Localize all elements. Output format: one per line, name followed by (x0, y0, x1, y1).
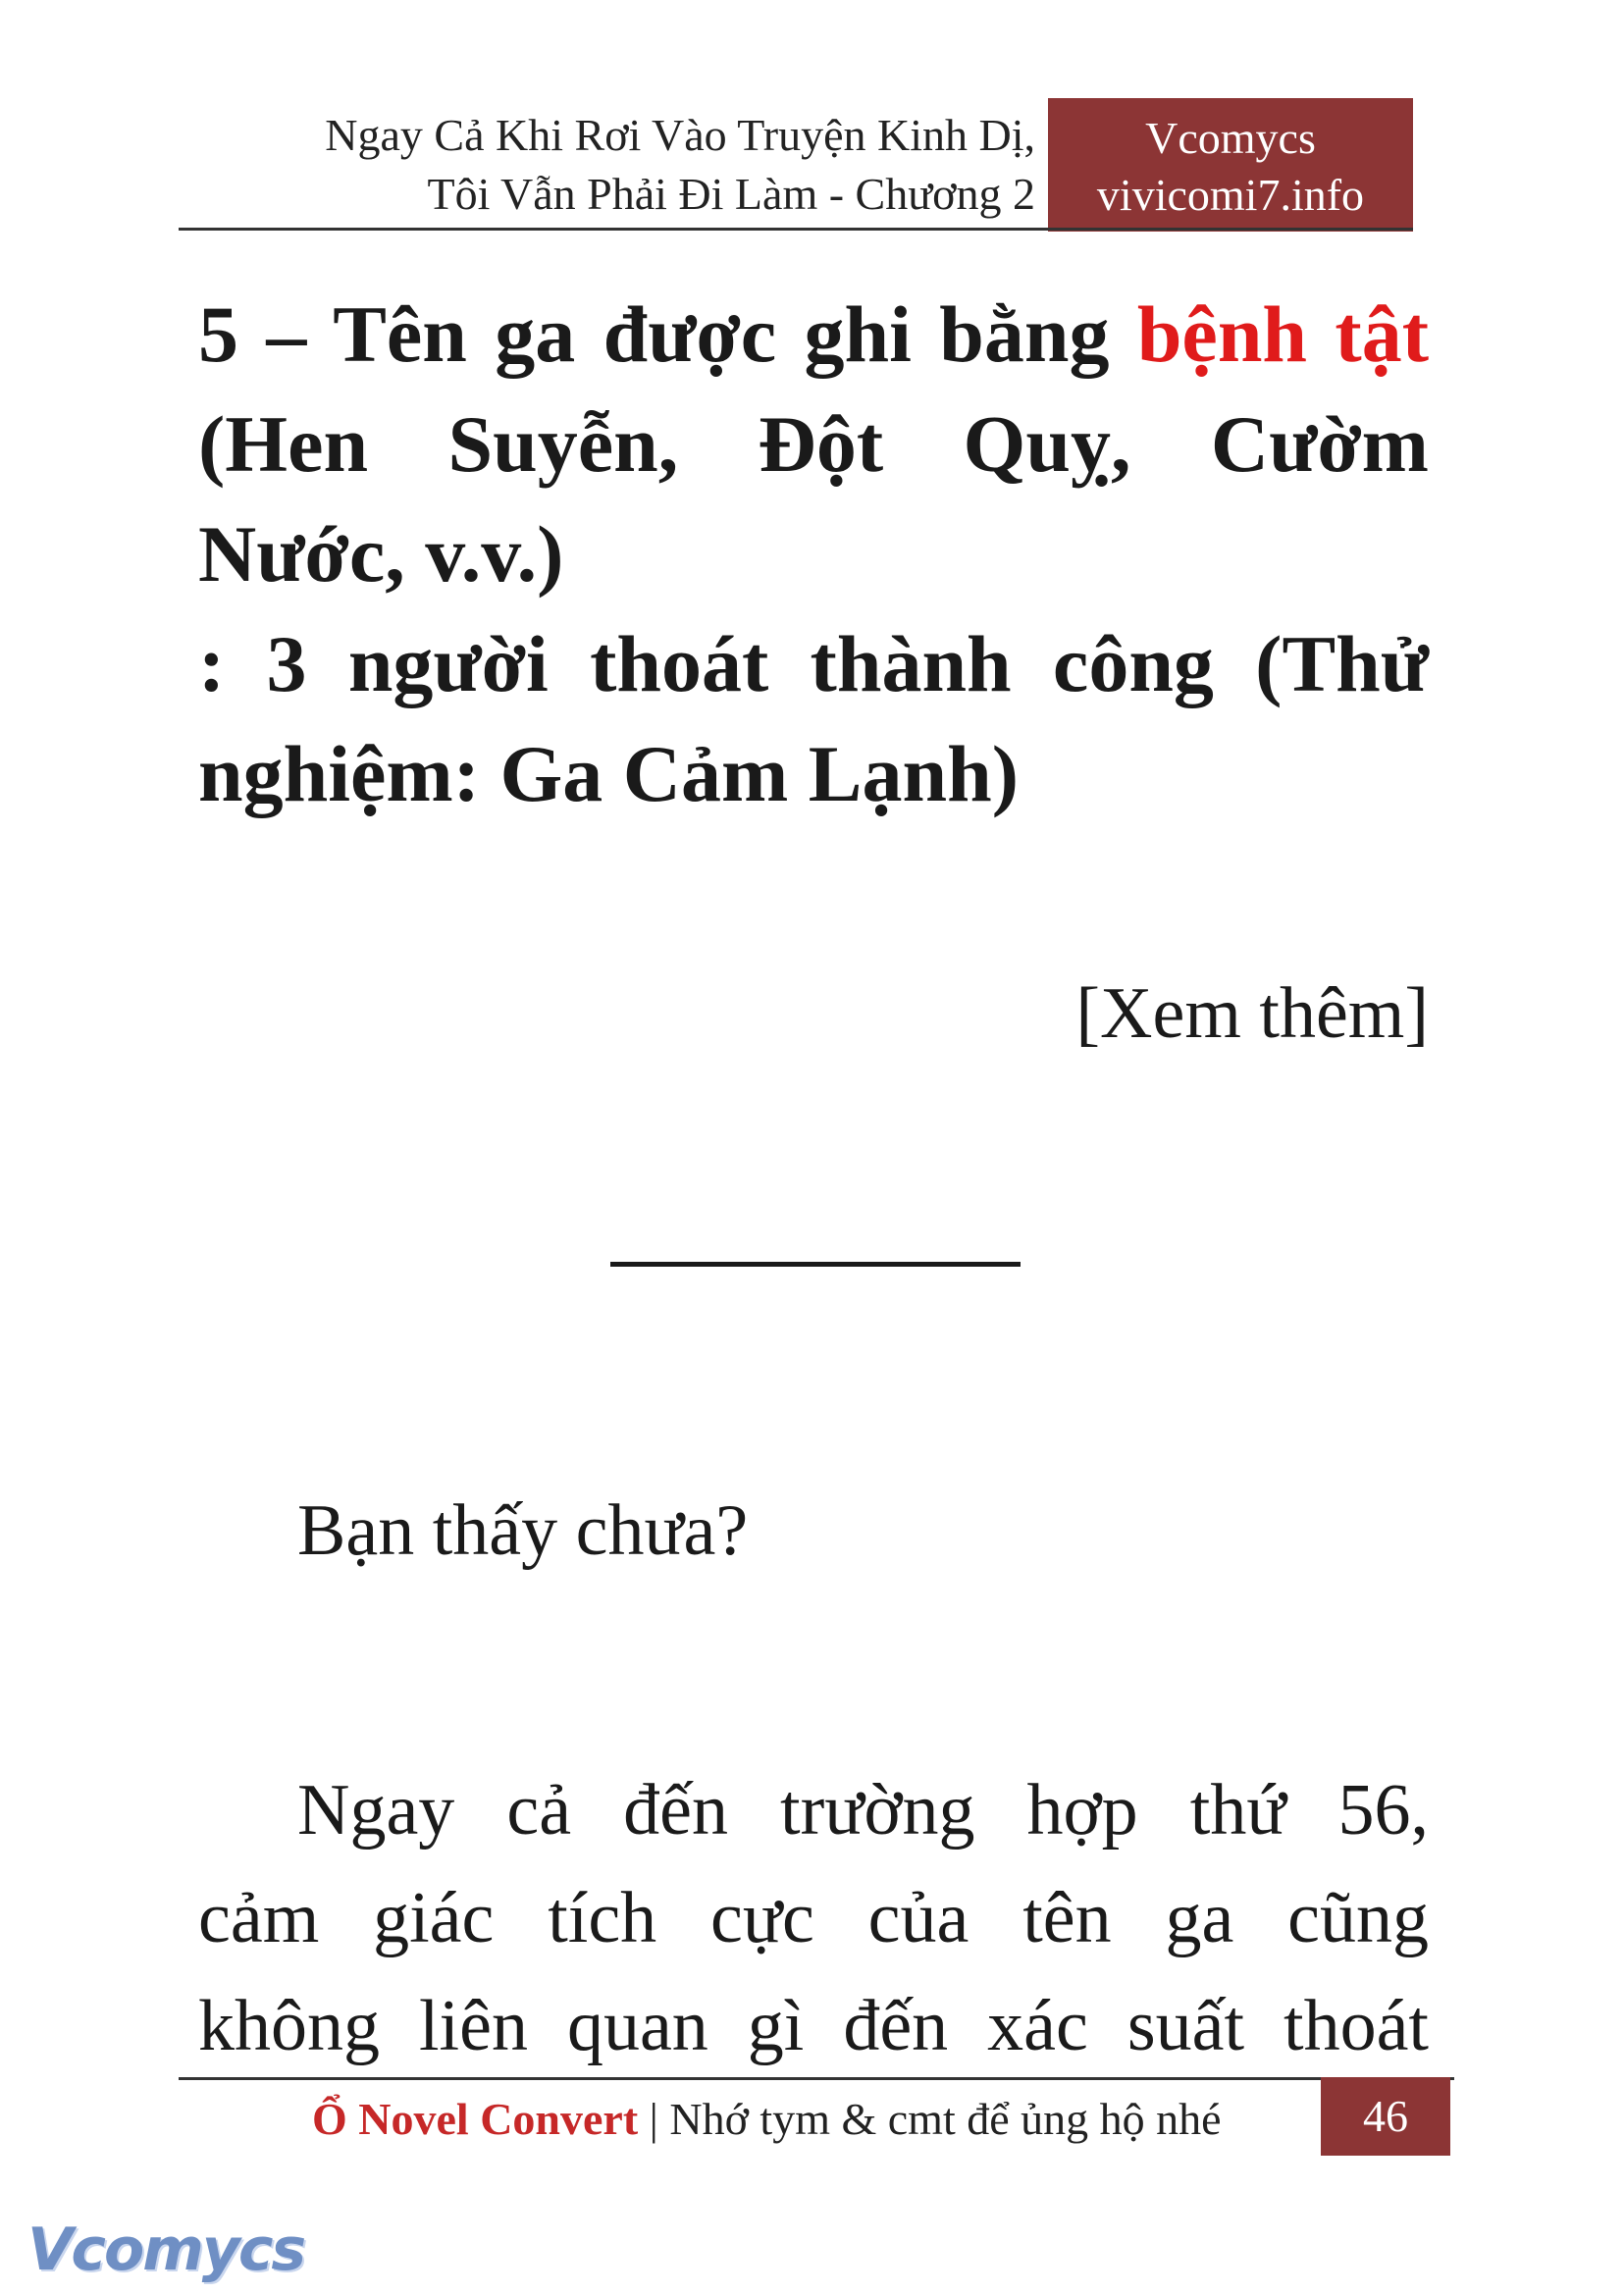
section-heading (198, 280, 1429, 829)
heading-highlight: bệnh tật (1136, 289, 1429, 379)
brand-website: vivicomi7.info (1096, 170, 1365, 220)
paragraph-2-line-3: không liên quan gì đến xác suất thoát (198, 1986, 1429, 2066)
heading-line-2: (Hen Suyễn, Đột Quỵ, Cườm (198, 399, 1429, 489)
header-title-line2: Tôi Vẫn Phải Đi Làm - Chương 2 (427, 169, 1035, 219)
watermark-logo: Vcomycs (27, 2216, 305, 2284)
footer-text (312, 2090, 1222, 2149)
paragraph-2 (198, 1756, 1429, 2080)
footer-note: Nhớ tym & cmt để ủng hộ nhé (669, 2094, 1222, 2144)
heading-line-1 (198, 280, 1429, 390)
page-number: 46 (1321, 2077, 1450, 2156)
heading-line-3: Nước, v.v.) (198, 509, 564, 599)
paragraph-2-line-2: cảm giác tích cực của tên ga cũng (198, 1878, 1429, 1958)
header-title-line1: Ngay Cả Khi Rơi Vào Truyện Kinh Dị, (325, 110, 1035, 160)
footer-brand: Ổ Novel Convert (312, 2094, 639, 2144)
paragraph-2-line-1: Ngay cả đến trường hợp thứ 56, (297, 1770, 1429, 1851)
header-brand-box (1048, 98, 1413, 232)
heading-line-4: : 3 người thoát thành công (Thử (198, 619, 1429, 708)
heading-line-5: nghiệm: Ga Cảm Lạnh) (198, 729, 1020, 818)
see-more-link[interactable]: [Xem thêm] (1075, 973, 1429, 1054)
paragraph-1: Bạn thấy chưa? (297, 1490, 749, 1571)
section-divider (610, 1262, 1021, 1267)
heading-line-1-text: 5 – Tên ga được ghi bằng (198, 289, 1110, 379)
header-divider (179, 228, 1413, 231)
header-title (152, 106, 1035, 224)
footer-divider (179, 2077, 1454, 2080)
footer-separator: | (649, 2094, 658, 2144)
brand-name: Vcomycs (1145, 113, 1316, 163)
